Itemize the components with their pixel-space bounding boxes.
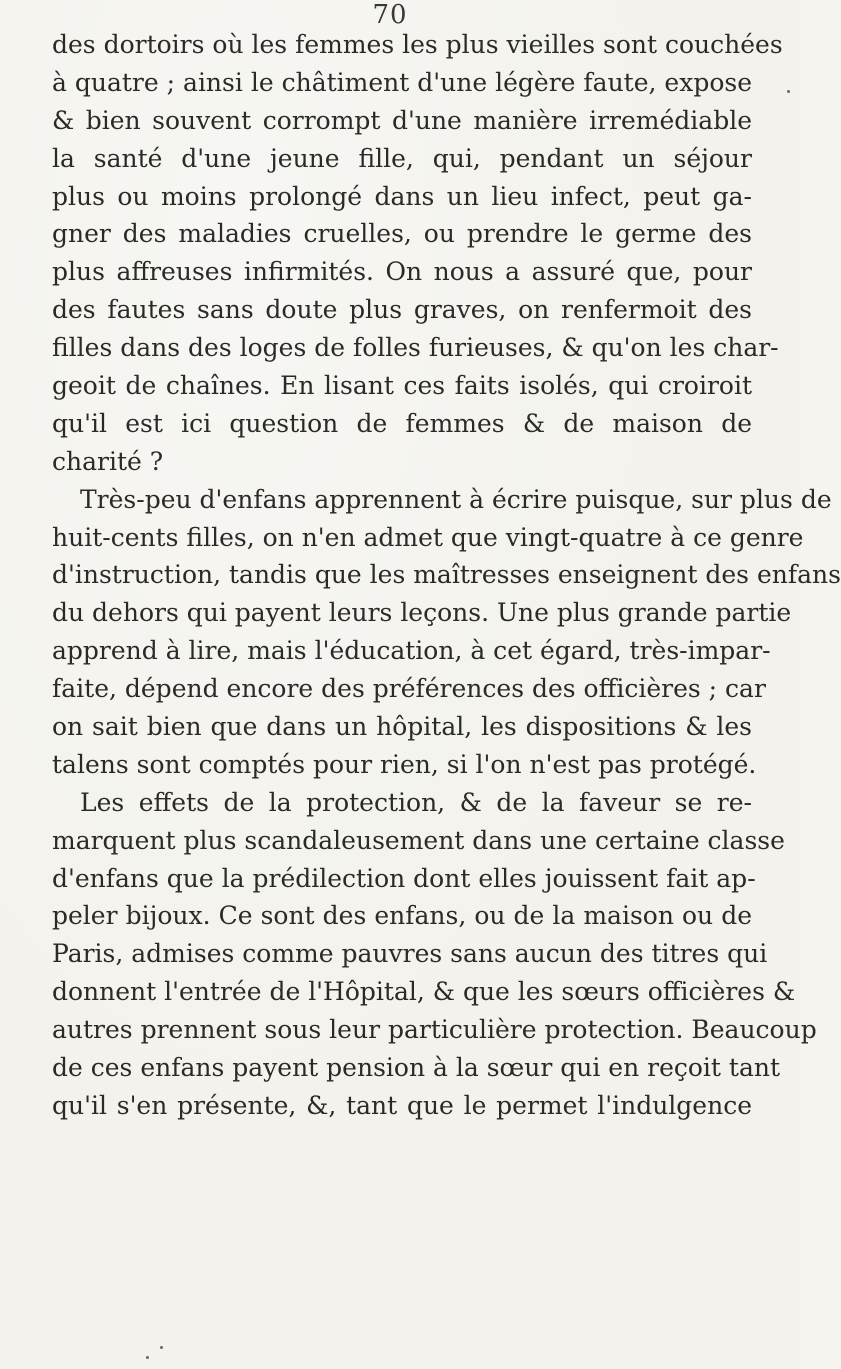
text-line: huit-cents filles, on n'en admet que vingt-quatre à ce genre [52, 522, 804, 552]
text-line: on sait bien que dans un hôpital, les dispositions & les [52, 712, 752, 742]
text-line: des fautes sans doute plus graves, on renfermoit des [52, 295, 752, 325]
text-line: peler bijoux. Ce sont des enfans, ou de la maison ou de [52, 901, 752, 931]
text-line: qu'il s'en présente, &, tant que le permet l'indulgence [52, 1090, 752, 1120]
text-line: plus ou moins prolongé dans un lieu infect, peut ga- [52, 181, 752, 211]
text-line: Très-peu d'enfans apprennent à écrire puisque, sur plus de [80, 484, 832, 514]
text-line: talens sont comptés pour rien, si l'on n'est pas protégé. [52, 749, 757, 779]
text-line: qu'il est ici question de femmes & de maison de [52, 408, 752, 438]
text-line: du dehors qui payent leurs leçons. Une plus grande partie [52, 598, 792, 628]
text-line: autres prennent sous leur particulière protection. Beaucoup [52, 1015, 817, 1045]
text-line: gner des maladies cruelles, ou prendre le germe des [52, 219, 752, 249]
text-line: & bien souvent corrompt d'une manière irremédiable [52, 105, 752, 135]
body-text [52, 26, 841, 1125]
text-line: la santé d'une jeune fille, qui, pendant un séjour [52, 143, 752, 173]
text-line: Paris, admises comme pauvres sans aucun des titres qui [52, 939, 768, 969]
text-line: filles dans des loges de folles furieuses, & qu'on les char- [52, 333, 779, 363]
text-line: donnent l'entrée de l'Hôpital, & que les sœurs officières & [52, 977, 796, 1007]
bottom-mark [160, 1346, 163, 1349]
text-line: d'enfans que la prédilection dont elles jouissent fait ap- [52, 863, 756, 893]
text-line: à quatre ; ainsi le châtiment d'une légère faute, expose [52, 67, 752, 97]
page-number: 70 [372, 0, 408, 30]
text-line: d'instruction, tandis que les maîtresses enseignent des enfans [52, 560, 841, 590]
margin-mark [787, 90, 790, 93]
text-line: Les effets de la protection, & de la faveur se re- [80, 787, 752, 817]
bottom-mark [146, 1356, 149, 1359]
text-line: apprend à lire, mais l'éducation, à cet égard, très-impar- [52, 636, 771, 666]
text-line: plus affreuses infirmités. On nous a assuré que, pour [52, 257, 752, 287]
text-line: faite, dépend encore des préférences des officières ; car [52, 674, 766, 704]
text-line: marquent plus scandaleusement dans une certaine classe [52, 825, 785, 855]
text-line: geoit de chaînes. En lisant ces faits isolés, qui croiroit [52, 371, 752, 401]
text-line: charité ? [52, 446, 164, 476]
text-line: des dortoirs où les femmes les plus vieilles sont couchées [52, 30, 783, 59]
text-line: de ces enfans payent pension à la sœur qui en reçoit tant [52, 1053, 781, 1083]
